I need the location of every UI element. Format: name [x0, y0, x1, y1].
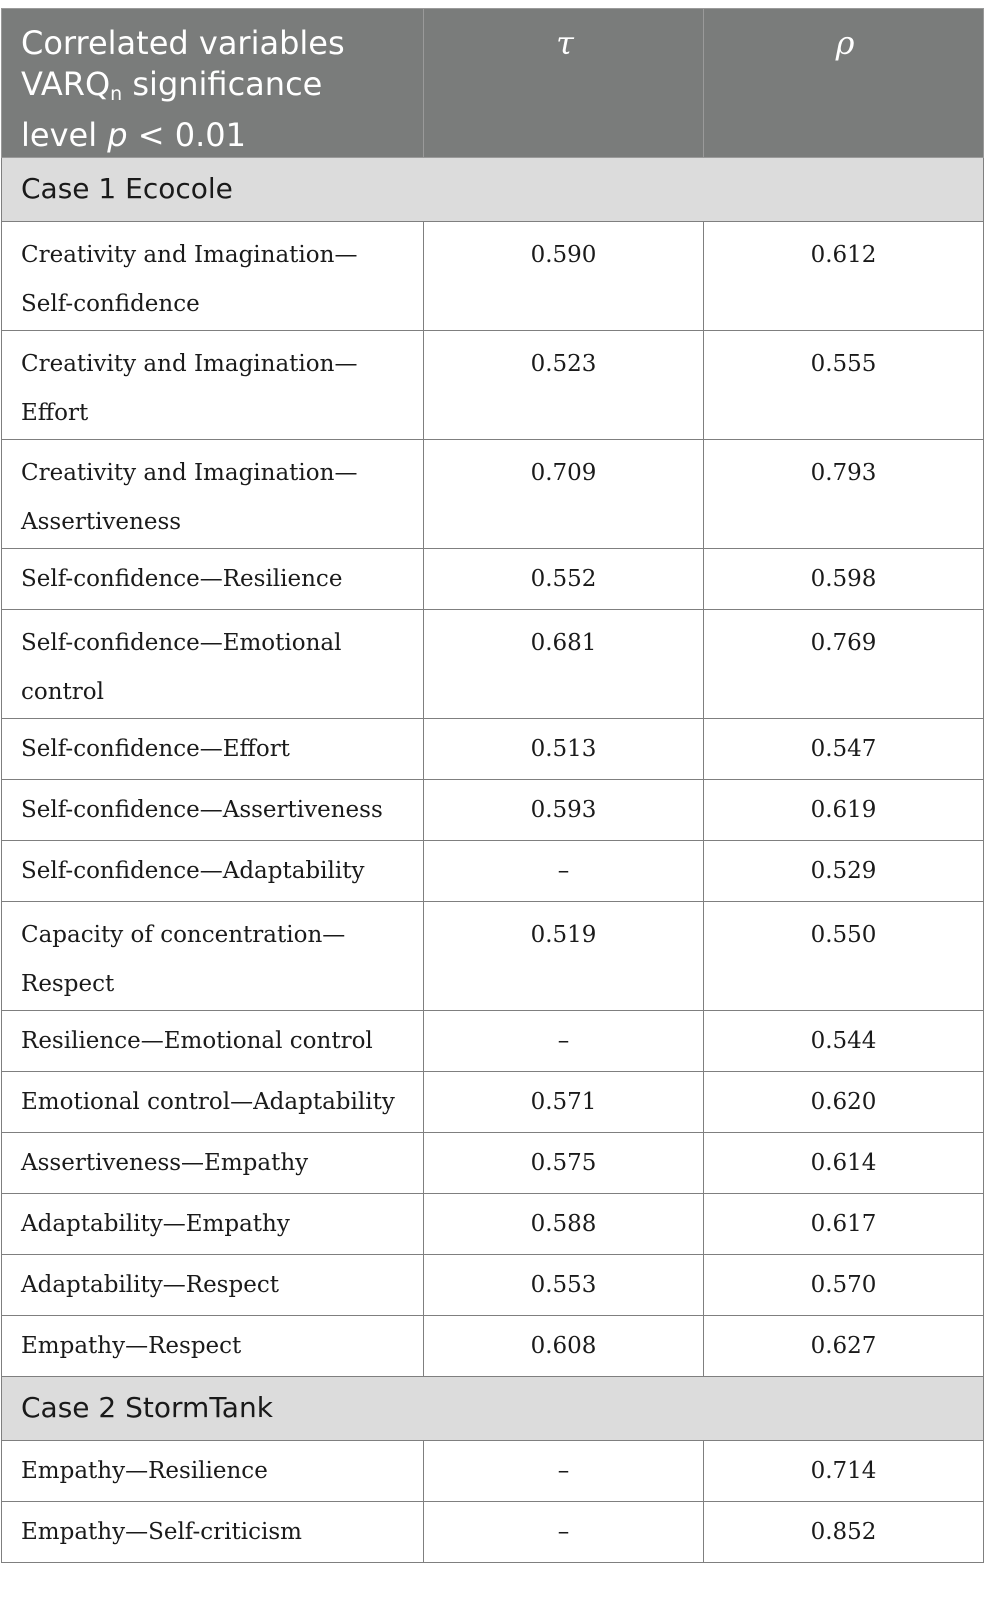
- rho-value: 0.550: [704, 902, 984, 1011]
- tau-value: 0.513: [424, 719, 704, 780]
- header-line-2: [21, 64, 407, 115]
- tau-value: 0.608: [424, 1316, 704, 1377]
- table-row: [2, 610, 984, 719]
- variable-pair-line-1: Empathy—Self-criticism: [21, 1519, 302, 1545]
- tau-value: –: [424, 1011, 704, 1072]
- variable-pair-line-1: Adaptability—Empathy: [21, 1211, 290, 1237]
- variable-pair-line-1: Self-confidence—Emotional: [21, 630, 342, 656]
- variable-pair-line-1: Capacity of concentration—: [21, 922, 346, 948]
- table-row: [2, 549, 984, 610]
- table-row: [2, 780, 984, 841]
- rho-value: 0.769: [704, 610, 984, 719]
- table-row: [2, 1316, 984, 1377]
- rho-value: 0.614: [704, 1133, 984, 1194]
- variable-pair-line-1: Self-confidence—Adaptability: [21, 858, 365, 884]
- tau-value: 0.681: [424, 610, 704, 719]
- variable-pair-line-1: Emotional control—Adaptability: [21, 1089, 395, 1115]
- variable-pair-cell: [2, 1316, 424, 1377]
- variable-pair-cell: [2, 902, 424, 1011]
- variable-pair-cell: [2, 1255, 424, 1316]
- header-significance: significance: [122, 65, 323, 103]
- tau-value: –: [424, 1441, 704, 1502]
- section-row: [2, 1377, 984, 1441]
- header-line-1: Correlated variables: [21, 24, 345, 62]
- table-row: [2, 1502, 984, 1563]
- variable-pair-line-1: Creativity and Imagination—: [21, 460, 358, 486]
- variable-pair-line-2: control: [21, 679, 104, 705]
- tau-value: 0.588: [424, 1194, 704, 1255]
- tau-value: 0.709: [424, 440, 704, 549]
- variable-pair-cell: [2, 1441, 424, 1502]
- tau-value: 0.553: [424, 1255, 704, 1316]
- table-row: [2, 440, 984, 549]
- variable-pair-cell: [2, 331, 424, 440]
- table-row: [2, 1194, 984, 1255]
- rho-value: 0.598: [704, 549, 984, 610]
- rho-value: 0.570: [704, 1255, 984, 1316]
- variable-pair-cell: [2, 222, 424, 331]
- variable-pair-cell: [2, 1011, 424, 1072]
- tau-value: 0.519: [424, 902, 704, 1011]
- variable-pair-line-2: Effort: [21, 400, 89, 426]
- rho-value: 0.627: [704, 1316, 984, 1377]
- variable-pair-cell: [2, 610, 424, 719]
- header-line-3: [21, 115, 407, 156]
- tau-value: 0.523: [424, 331, 704, 440]
- table-row: [2, 1441, 984, 1502]
- variable-pair-line-1: Creativity and Imagination—: [21, 242, 358, 268]
- tau-value: 0.575: [424, 1133, 704, 1194]
- tau-value: –: [424, 1502, 704, 1563]
- variable-pair-line-2: Self-confidence: [21, 291, 200, 317]
- variable-pair-line-1: Creativity and Imagination—: [21, 351, 358, 377]
- variable-pair-line-2: Respect: [21, 971, 115, 997]
- variable-pair-cell: [2, 1133, 424, 1194]
- table-row: [2, 222, 984, 331]
- variable-pair-cell: [2, 1194, 424, 1255]
- header-rho: ρ: [704, 9, 984, 158]
- section-title: Case 2 StormTank: [2, 1377, 984, 1441]
- variable-pair-cell: [2, 440, 424, 549]
- variable-pair-line-1: Self-confidence—Effort: [21, 736, 290, 762]
- table-row: [2, 1072, 984, 1133]
- table-row: [2, 1133, 984, 1194]
- variable-pair-line-1: Resilience—Emotional control: [21, 1028, 373, 1054]
- variable-pair-cell: [2, 549, 424, 610]
- header-correlated-variables: [2, 9, 424, 158]
- table-row: [2, 1011, 984, 1072]
- variable-pair-line-1: Self-confidence—Assertiveness: [21, 797, 383, 823]
- variable-pair-cell: [2, 719, 424, 780]
- tau-value: 0.571: [424, 1072, 704, 1133]
- header-varq-subscript: n: [110, 83, 123, 105]
- rho-value: 0.619: [704, 780, 984, 841]
- tau-value: 0.590: [424, 222, 704, 331]
- table-header: [2, 9, 984, 158]
- section-title: Case 1 Ecocole: [2, 158, 984, 222]
- variable-pair-line-1: Empathy—Resilience: [21, 1458, 268, 1484]
- table-row: [2, 902, 984, 1011]
- variable-pair-line-2: Assertiveness: [21, 509, 182, 535]
- section-row: [2, 158, 984, 222]
- table-body: [2, 158, 984, 1563]
- variable-pair-cell: [2, 780, 424, 841]
- rho-value: 0.555: [704, 331, 984, 440]
- header-p: p: [107, 116, 128, 154]
- rho-value: 0.852: [704, 1502, 984, 1563]
- variable-pair-cell: [2, 1072, 424, 1133]
- table-row: [2, 841, 984, 902]
- header-tau: τ: [424, 9, 704, 158]
- rho-value: 0.547: [704, 719, 984, 780]
- rho-value: 0.544: [704, 1011, 984, 1072]
- tau-value: 0.593: [424, 780, 704, 841]
- tau-value: –: [424, 841, 704, 902]
- rho-value: 0.529: [704, 841, 984, 902]
- tau-value: 0.552: [424, 549, 704, 610]
- header-varq: VARQ: [21, 65, 111, 103]
- rho-value: 0.617: [704, 1194, 984, 1255]
- variable-pair-line-1: Self-confidence—Resilience: [21, 566, 343, 592]
- table-row: [2, 1255, 984, 1316]
- variable-pair-cell: [2, 1502, 424, 1563]
- rho-value: 0.612: [704, 222, 984, 331]
- table-row: [2, 331, 984, 440]
- table-row: [2, 719, 984, 780]
- rho-value: 0.620: [704, 1072, 984, 1133]
- variable-pair-line-1: Adaptability—Respect: [21, 1272, 279, 1298]
- variable-pair-line-1: Assertiveness—Empathy: [21, 1150, 309, 1176]
- header-threshold: < 0.01: [127, 116, 246, 154]
- rho-value: 0.714: [704, 1441, 984, 1502]
- variable-pair-line-1: Empathy—Respect: [21, 1333, 242, 1359]
- rho-value: 0.793: [704, 440, 984, 549]
- header-level: level: [21, 116, 108, 154]
- variable-pair-cell: [2, 841, 424, 902]
- correlation-table: [1, 8, 984, 1563]
- header-row: [2, 9, 984, 158]
